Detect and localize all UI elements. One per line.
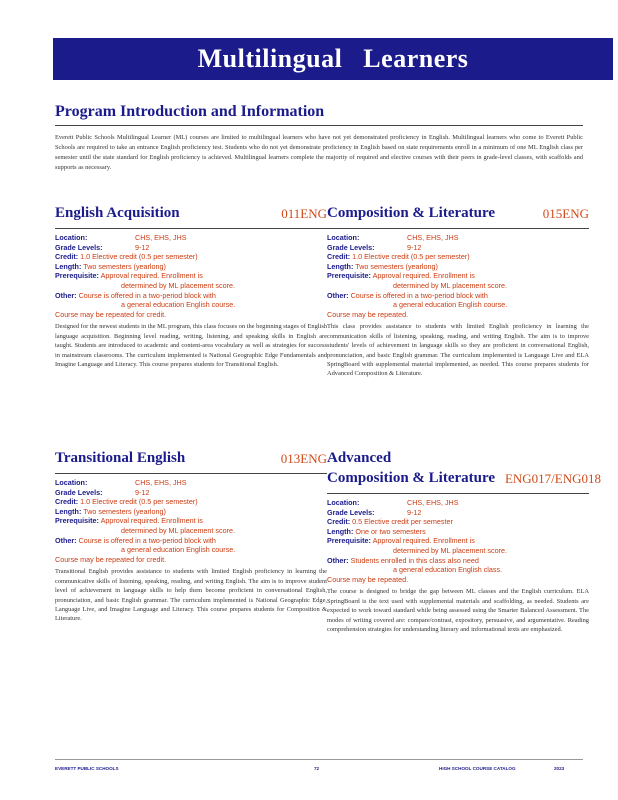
course-code: 011ENG: [281, 206, 327, 221]
footer-right: HIGH SCHOOL COURSE CATALOG: [439, 766, 516, 771]
course-description: This class provides assistance to students with limited English proficiency in learning the communication skills of listening, speaking, reading, and writing English. The aim is to improve students' levels of achievement in language skills so they are proficient in conversational English, pronunciation, and basic English grammar. The curriculum implemented is Language Live and ELA SpringBoard with supplemental material implemented, as needed. This course prepares students for Advanced Composition & Literature.: [327, 323, 589, 378]
footer-left: EVERETT PUBLIC SCHOOLS: [55, 766, 119, 771]
course-english-acquisition: [55, 205, 327, 369]
course-code: 015ENG: [542, 206, 589, 221]
course-advanced-composition-literature: [327, 450, 601, 634]
course-code: 013ENG: [280, 451, 327, 466]
course-transitional-english: [55, 450, 327, 624]
course-name: English Acquisition: [55, 205, 180, 221]
course-info: Location: CHS, EHS, JHS Grade Levels: 9-12 Credit: 1.0 Elective credit (0.5 per semester) Length: Two semesters (yearlong) Prerequisite: Approval required. Enrollment is determined by ML placement score. Other: Course is offered in a two-period block with a general education English course. Course may be repeated.: [327, 233, 508, 319]
course-info: Location: CHS, EHS, JHS Grade Levels: 9-12 Credit: 1.0 Elective credit (0.5 per semester) Length: Two semesters (yearlong) Prerequisite: Approval required. Enrollment is determined by ML placement score. Other: Course is offered in a two-period block with a general education English course. Course may be repeated for credit.: [55, 478, 236, 564]
course-name-line2: Composition & Literature: [327, 470, 496, 486]
course-info: Location: CHS, EHS, JHS Grade Levels: 9-12 Credit: 0.5 Elective credit per semester Length: One or two semesters Prerequisite: Approval required. Enrollment is determined by ML placement score. Other: Students enrolled in this class also need a general education English class. Course may be repeated.: [327, 498, 507, 584]
intro-title: Program Introduction and Information: [55, 103, 325, 120]
footer-divider: [55, 759, 583, 760]
course-info: Location: CHS, EHS, JHS Grade Levels: 9-12 Credit: 1.0 Elective credit (0.5 per semester) Length: Two semesters (yearlong) Prerequisite: Approval required. Enrollment is determined by ML placement score. Other: Course is offered in a two-period block with a general education English course. Course may be repeated for credit.: [55, 233, 236, 319]
course-divider: [327, 493, 589, 494]
footer-year: 2023: [554, 766, 565, 771]
page-banner: Multilingual Learners: [53, 38, 613, 80]
course-composition-literature: [327, 205, 589, 379]
course-name: Transitional English: [55, 450, 186, 466]
course-code: ENG017/ENG018: [504, 471, 601, 486]
course-description: The course is designed to bridge the gap between ML classes and the English curriculum. ELA SpringBoard is the text used with supplemental materials and scaffolding, as needed. Students are expected to work toward standard while being assessed using the Smarter Balanced Assessment. The modes of writing covered are: compare/contrast, expository, persuasive, and argumentative. Reading comprehension strategies for understanding literary and informational texts are emphasized.: [327, 588, 589, 633]
course-name-line1: Advanced: [327, 450, 392, 466]
intro-divider: [55, 125, 583, 126]
course-divider: [55, 228, 327, 229]
intro-text: Everett Public Schools Multilingual Learner (ML) courses are limited to multilingual learners who have not yet demonstrated proficiency in English. Multilingual learners who come to Everett Public Schools are required to take an entrance English proficiency test. Students who do not yet demonstrate proficiency in English based on state requirements enroll in a minimum of one ML English class per semester until the state standard for English proficiency is achieved. Multilingual learners complete the majority of required and elective courses with their peers in grade-level classes, with scaffolds and supports as necessary.: [55, 134, 583, 171]
footer-page-number: 72: [314, 766, 320, 771]
course-description: Designed for the newest students in the ML program, this class focuses on the beginning stages of English language acquisition. Beginning level reading, writing, listening, and speaking skills in English are taught. Students are introduced to academic and content-area vocabulary as well as strategies for success in mainstream classrooms. The curriculum implemented is National Geographic Edge Fundamentals and Imagine Language and Literacy. This course prepares students for Transitional English.: [55, 323, 327, 368]
course-description: Transitional English provides assistance to students with limited English proficiency in learning the communicative skills of listening, speaking, reading, and writing English. The aim is to improve student level of achievement in language skills to help them become proficient in conversational English, pronunciation, and basic English grammar. The curriculum implemented is National Geographic Edge, Language Live, and Imagine Language and Literacy. This course prepares students for Composition & Literature.: [55, 568, 327, 623]
course-divider: [55, 473, 327, 474]
course-divider: [327, 228, 589, 229]
course-name: Composition & Literature: [327, 205, 496, 221]
